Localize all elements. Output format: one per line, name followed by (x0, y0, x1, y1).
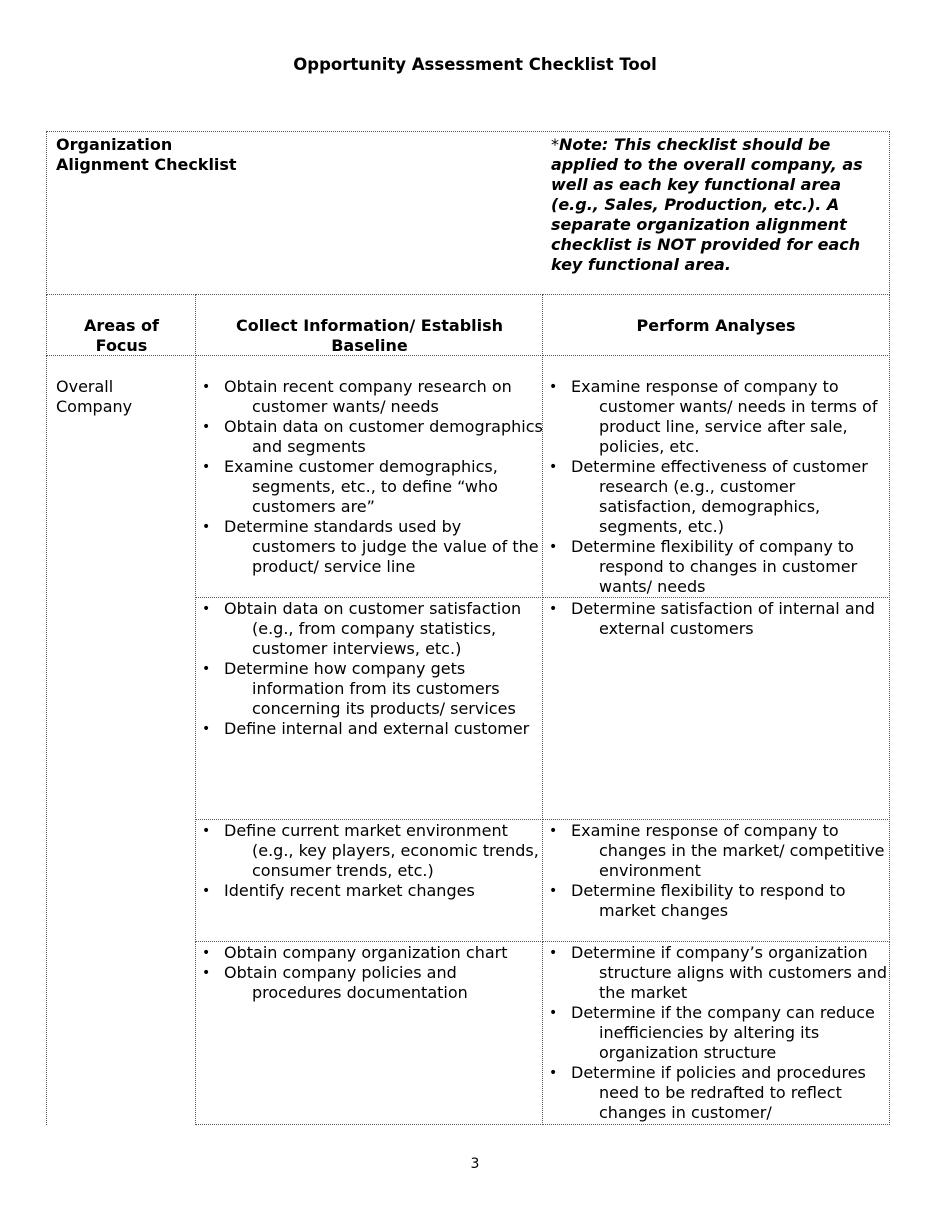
areas-column (46, 355, 196, 1125)
list-item: • Determine if the company can reduce inefficiencies by altering its organization structure (549, 1003, 875, 1062)
note-star: * (551, 135, 559, 154)
bullet-icon: • (549, 945, 558, 961)
area-label-overall-company: Overall Company (56, 377, 133, 416)
list-item: • Obtain company organization chart (202, 943, 508, 962)
row-1-collect (195, 355, 543, 598)
bullet-icon: • (202, 459, 211, 475)
checklist-note (551, 135, 881, 275)
list-item: • Examine response of company to customer wants/ needs in terms of product line, service after sale, policies, etc. (549, 377, 878, 456)
bullet-icon: • (549, 1005, 558, 1021)
column-header-collect-label: Collect Information/ Establish Baseline (235, 316, 504, 355)
row-4-collect (195, 941, 543, 1125)
row-1-perform-list (543, 356, 889, 597)
bullet-icon: • (202, 379, 211, 395)
bullet-icon: • (549, 1065, 558, 1081)
list-item: • Define current market environment (e.g., key players, economic trends, consumer trends, etc.) (202, 821, 539, 880)
bullet-icon: • (202, 601, 211, 617)
list-item: • Identify recent market changes (202, 881, 475, 900)
row-2-perform-list (543, 597, 889, 639)
row-3-perform-list (543, 819, 889, 921)
row-4-perform-list (543, 941, 889, 1123)
bullet-icon: • (202, 661, 211, 677)
list-item: • Obtain data on customer demographics and segments (202, 417, 543, 456)
bullet-icon: • (549, 539, 558, 555)
list-item: • Determine if policies and procedures need to be redrafted to reflect changes in customer/ (549, 1063, 866, 1122)
bullet-icon: • (202, 419, 211, 435)
bullet-icon: • (202, 965, 211, 981)
row-2-perform (542, 597, 890, 820)
row-3-collect-list (196, 819, 543, 901)
list-item: • Examine customer demographics, segments, etc., to define “who customers are” (202, 457, 498, 516)
row-2-collect-list (196, 597, 543, 739)
column-header-areas (46, 294, 196, 356)
column-header-areas-label: Areas of Focus (84, 316, 159, 355)
note-text: Note: This checklist should be applied to the overall company, as well as each key functional area (e.g., Sales, Production, etc.). A separate organization alignment checklist is NOT provided for each key functional area. (551, 135, 863, 274)
bullet-icon: • (202, 519, 211, 535)
list-item: • Obtain recent company research on customer wants/ needs (202, 377, 512, 416)
list-item: • Examine response of company to changes in the market/ competitive environment (549, 821, 885, 880)
bullet-icon: • (202, 883, 211, 899)
bullet-icon: • (202, 945, 211, 961)
bullet-icon: • (549, 883, 558, 899)
row-4-perform (542, 941, 890, 1125)
checklist-table (46, 131, 890, 1125)
list-item: • Determine effectiveness of customer research (e.g., customer satisfaction, demographics, segments, etc.) (549, 457, 868, 536)
row-3-collect (195, 819, 543, 942)
list-item: • Determine how company gets information from its customers concerning its products/ services (202, 659, 516, 718)
list-item: • Obtain data on customer satisfaction (e.g., from company statistics, customer interviews, etc.) (202, 599, 522, 658)
bullet-icon: • (202, 721, 211, 737)
page-number: 3 (470, 1156, 480, 1172)
list-item: • Determine flexibility to respond to market changes (549, 881, 846, 920)
bullet-icon: • (202, 823, 211, 839)
checklist-title-line1: Organization (56, 135, 173, 154)
list-item: • Obtain company policies and procedures documentation (202, 963, 468, 1002)
page-title: Opportunity Assessment Checklist Tool (293, 55, 657, 74)
list-item: • Determine if company’s organization structure aligns with customers and the market (549, 943, 888, 1002)
bullet-icon: • (549, 459, 558, 475)
column-header-perform (542, 294, 890, 356)
bullet-icon: • (549, 379, 558, 395)
bullet-icon: • (549, 823, 558, 839)
bullet-icon: • (549, 601, 558, 617)
checklist-header (46, 131, 890, 295)
checklist-title (56, 135, 237, 175)
row-1-collect-list (196, 356, 543, 577)
list-item: • Determine satisfaction of internal and external customers (549, 599, 875, 638)
column-header-collect (195, 294, 543, 356)
column-header-perform-label: Perform Analyses (636, 316, 796, 335)
list-item: • Define internal and external customer (202, 719, 530, 738)
row-2-collect (195, 597, 543, 820)
row-1-perform (542, 355, 890, 598)
checklist-title-line2: Alignment Checklist (56, 155, 237, 174)
row-3-perform (542, 819, 890, 942)
list-item: • Determine standards used by customers to judge the value of the product/ service line (202, 517, 539, 576)
list-item: • Determine flexibility of company to respond to changes in customer wants/ needs (549, 537, 858, 596)
row-4-collect-list (196, 941, 543, 1003)
